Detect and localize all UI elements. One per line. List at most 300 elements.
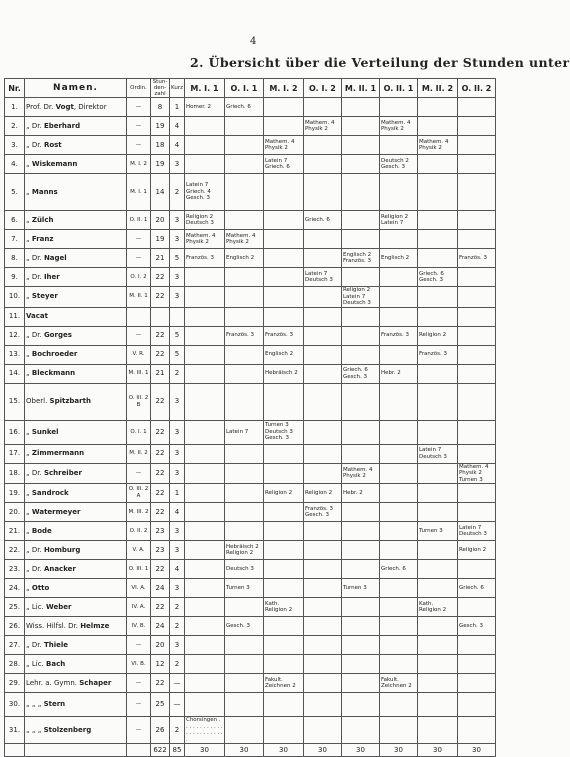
class-cell — [457, 383, 495, 420]
class-cell — [303, 636, 341, 655]
class-cell — [417, 636, 457, 655]
teacher-name — [25, 617, 127, 636]
teacher-name — [25, 136, 127, 155]
class-cell — [263, 503, 303, 522]
name-prefix: „ — [26, 488, 30, 497]
table-row — [5, 268, 496, 287]
class-cell — [224, 693, 263, 717]
teacher-name — [25, 484, 127, 503]
row-number: 12. — [5, 326, 25, 345]
surname: Zülch — [31, 215, 54, 224]
hours: 22 — [151, 420, 170, 444]
class-cell — [303, 345, 341, 364]
name-prefix: „ — [26, 507, 30, 516]
hours: 24 — [151, 617, 170, 636]
class-cell — [224, 174, 263, 211]
class-cell: Griech. 6 — [379, 560, 417, 579]
ordinarius: M. II. 1 — [127, 287, 151, 308]
class-cell — [417, 674, 457, 693]
class-cell — [417, 174, 457, 211]
class-cell — [417, 230, 457, 249]
class-cell — [303, 463, 341, 484]
class-cell — [303, 617, 341, 636]
class-cell — [341, 211, 379, 230]
class-cell — [184, 364, 224, 383]
header-ordin: Ordin. — [127, 79, 151, 98]
surname: Nagel — [43, 253, 67, 262]
class-cell — [457, 136, 495, 155]
class-cell: Deutsch 3 — [224, 560, 263, 579]
class-cell — [417, 211, 457, 230]
class-cell — [379, 136, 417, 155]
class-cell: Religion 2 Latein 7 Deutsch 3 — [341, 287, 379, 308]
class-cell — [457, 717, 495, 744]
teacher-name — [25, 717, 127, 744]
name-prefix: „ Dr. — [26, 272, 42, 281]
ordinarius: IV. B. — [127, 617, 151, 636]
row-number: 16. — [5, 420, 25, 444]
class-cell: Englisch 2 — [379, 249, 417, 268]
class-cell — [303, 655, 341, 674]
surname: Otto — [31, 583, 50, 592]
hours: 22 — [151, 268, 170, 287]
class-cell: Griech. 6 — [303, 211, 341, 230]
table-row — [5, 717, 496, 744]
name-prefix: „ — [26, 583, 30, 592]
class-cell — [341, 230, 379, 249]
class-cell — [224, 674, 263, 693]
ordinarius: O. I. 1 — [127, 420, 151, 444]
class-cell — [341, 503, 379, 522]
kurz: 3 — [170, 579, 185, 598]
kurz: 3 — [170, 463, 185, 484]
table-row — [5, 326, 496, 345]
header-class: O. II. 2 — [457, 79, 495, 98]
class-cell — [263, 174, 303, 211]
class-cell — [457, 230, 495, 249]
class-cell — [184, 617, 224, 636]
total-hours: 622 — [151, 744, 170, 757]
table-row — [5, 444, 496, 463]
hours: 20 — [151, 211, 170, 230]
class-cell — [303, 364, 341, 383]
table-row — [5, 345, 496, 364]
class-cell: Gesch. 3 — [457, 617, 495, 636]
kurz: 3 — [170, 522, 185, 541]
name-prefix: Oberl. — [26, 397, 48, 405]
class-cell — [303, 136, 341, 155]
table-row — [5, 636, 496, 655]
row-number: 26. — [5, 617, 25, 636]
table-row — [5, 383, 496, 420]
table-row — [5, 230, 496, 249]
surname: Spitzbarth — [49, 397, 91, 405]
class-cell — [379, 463, 417, 484]
ordinarius: M. I. 1 — [127, 174, 151, 211]
ordinarius: M. II. 2 — [127, 444, 151, 463]
class-cell: Turnen 3 — [341, 579, 379, 598]
class-cell — [457, 345, 495, 364]
kurz: 3 — [170, 420, 185, 444]
class-cell — [184, 560, 224, 579]
table-row — [5, 117, 496, 136]
table-row — [5, 503, 496, 522]
class-cell — [224, 503, 263, 522]
name-suffix: , Direktor — [73, 102, 107, 111]
class-cell — [224, 717, 263, 744]
class-cell — [341, 655, 379, 674]
class-cell — [457, 503, 495, 522]
surname: Homburg — [43, 545, 81, 554]
class-cell — [303, 307, 341, 326]
class-cell — [263, 693, 303, 717]
teacher-name — [25, 579, 127, 598]
class-cell — [457, 655, 495, 674]
ordinarius: O. III. 2 A — [127, 484, 151, 503]
name-prefix: „ Lic. — [26, 602, 44, 611]
class-cell: Hebr. 2 — [341, 484, 379, 503]
class-cell — [457, 693, 495, 717]
class-cell — [184, 268, 224, 287]
table-row — [5, 560, 496, 579]
class-cell — [224, 364, 263, 383]
class-cell: Latein 7 Deutsch 3 — [457, 522, 495, 541]
class-cell — [263, 541, 303, 560]
class-cell — [303, 522, 341, 541]
hours: 19 — [151, 117, 170, 136]
table-row — [5, 674, 496, 693]
header-kurz: Kurz — [170, 79, 185, 98]
class-cell — [379, 598, 417, 617]
ordinarius: M. I. 2 — [127, 155, 151, 174]
class-cell — [379, 484, 417, 503]
kurz: 3 — [170, 268, 185, 287]
teacher-name — [25, 655, 127, 674]
hours: 22 — [151, 444, 170, 463]
row-number: 27. — [5, 636, 25, 655]
class-cell — [184, 655, 224, 674]
class-cell — [184, 117, 224, 136]
class-cell — [379, 383, 417, 420]
surname: Manns — [31, 187, 58, 196]
surname: Bochroeder — [31, 350, 78, 358]
row-number: 20. — [5, 503, 25, 522]
table-row — [5, 617, 496, 636]
teacher-name — [25, 345, 127, 364]
header-nr: Nr. — [5, 79, 25, 98]
class-cell — [341, 98, 379, 117]
class-cell — [379, 503, 417, 522]
row-number: 11. — [5, 307, 25, 326]
class-cell — [303, 717, 341, 744]
class-cell — [263, 307, 303, 326]
header-class: M. II. 1 — [341, 79, 379, 98]
class-cell: Latein 7 Griech. 6 — [263, 155, 303, 174]
class-cell — [184, 420, 224, 444]
row-number: 25. — [5, 598, 25, 617]
kurz: 3 — [170, 541, 185, 560]
table-row — [5, 541, 496, 560]
ordinarius: — — [127, 636, 151, 655]
surname: Schreiber — [43, 468, 82, 477]
row-number: 19. — [5, 484, 25, 503]
class-cell — [341, 560, 379, 579]
class-cell — [379, 98, 417, 117]
header-class: M. I. 2 — [263, 79, 303, 98]
row-number: 31. — [5, 717, 25, 744]
class-cell: Latein 7 — [224, 420, 263, 444]
table-row — [5, 249, 496, 268]
kurz: 3 — [170, 383, 185, 420]
class-cell: Französ. 3 — [263, 326, 303, 345]
kurz: 2 — [170, 717, 185, 744]
name-prefix: „ Dr. — [26, 140, 42, 149]
name-prefix: „ Dr. — [26, 545, 42, 554]
class-cell — [417, 98, 457, 117]
table-row — [5, 98, 496, 117]
class-cell: Mathem. 4 Physik 2 — [224, 230, 263, 249]
teacher-name — [25, 674, 127, 693]
teacher-name — [25, 522, 127, 541]
teacher-name — [25, 420, 127, 444]
class-cell — [379, 345, 417, 364]
kurz: — — [170, 674, 185, 693]
class-cell — [341, 541, 379, 560]
class-cell: Griech. 6 Gesch. 3 — [417, 268, 457, 287]
class-cell — [379, 420, 417, 444]
class-cell — [184, 541, 224, 560]
teacher-name — [25, 249, 127, 268]
header-class: M. II. 2 — [417, 79, 457, 98]
surname: Rost — [43, 140, 62, 149]
name-prefix: Lehr. a. Gymn. — [26, 678, 77, 687]
ordinarius: — — [127, 249, 151, 268]
class-cell — [303, 230, 341, 249]
class-cell — [457, 155, 495, 174]
class-cell — [379, 693, 417, 717]
hours: 20 — [151, 636, 170, 655]
class-cell — [263, 655, 303, 674]
class-cell: Religion 2 — [457, 541, 495, 560]
teacher-name — [25, 174, 127, 211]
class-cell: Religion 2 Deutsch 3 — [184, 211, 224, 230]
name-prefix: Prof. Dr. — [26, 102, 54, 111]
class-cell — [184, 136, 224, 155]
header-hours: Stundenzahl — [151, 79, 170, 98]
class-cell — [417, 484, 457, 503]
class-cell — [224, 463, 263, 484]
class-cell — [457, 307, 495, 326]
header-class: O. I. 2 — [303, 79, 341, 98]
surname: Schaper — [79, 678, 112, 687]
class-cell — [263, 249, 303, 268]
kurz: 1 — [170, 484, 185, 503]
class-cell — [417, 249, 457, 268]
hours: 22 — [151, 383, 170, 420]
hours: 12 — [151, 655, 170, 674]
class-cell — [224, 268, 263, 287]
class-cell — [184, 345, 224, 364]
class-cell: Hebräisch 2 Religion 2 — [224, 541, 263, 560]
total-class: 30 — [263, 744, 303, 757]
totals-blank — [25, 744, 127, 757]
class-cell — [184, 287, 224, 308]
surname: Zimmermann — [31, 449, 85, 457]
table-row — [5, 693, 496, 717]
table-row — [5, 174, 496, 211]
total-class: 30 — [379, 744, 417, 757]
class-cell — [184, 598, 224, 617]
kurz: 4 — [170, 560, 185, 579]
class-cell — [263, 444, 303, 463]
teacher-name — [25, 230, 127, 249]
class-cell — [417, 463, 457, 484]
surname: Stern — [43, 700, 66, 708]
ordinarius: — — [127, 674, 151, 693]
ordinarius: — — [127, 117, 151, 136]
page-title: 2. Übersicht über die Verteilung der Stunden unter — [190, 55, 570, 70]
class-cell — [303, 579, 341, 598]
kurz: 3 — [170, 211, 185, 230]
name-prefix: Wiss. Hilfsl. Dr. — [26, 621, 78, 630]
totals-row — [5, 744, 496, 757]
class-cell — [417, 503, 457, 522]
class-cell — [341, 136, 379, 155]
class-cell — [341, 174, 379, 211]
class-cell — [263, 560, 303, 579]
kurz: 3 — [170, 444, 185, 463]
class-cell — [224, 484, 263, 503]
class-cell: Deutsch 2 Gesch. 3 — [379, 155, 417, 174]
ordinarius: — — [127, 463, 151, 484]
teacher-name — [25, 326, 127, 345]
class-cell — [263, 287, 303, 308]
ordinarius: M. III. 1 — [127, 364, 151, 383]
class-cell — [224, 655, 263, 674]
class-cell — [224, 598, 263, 617]
class-cell — [341, 674, 379, 693]
ordinarius: VI. A. — [127, 579, 151, 598]
kurz: 4 — [170, 136, 185, 155]
hours: 22 — [151, 598, 170, 617]
teacher-name — [25, 155, 127, 174]
class-cell — [457, 211, 495, 230]
teacher-name — [25, 541, 127, 560]
totals-blank — [5, 744, 25, 757]
row-number: 5. — [5, 174, 25, 211]
row-number: 6. — [5, 211, 25, 230]
totals-blank — [127, 744, 151, 757]
class-cell — [457, 420, 495, 444]
kurz: 3 — [170, 287, 185, 308]
row-number: 4. — [5, 155, 25, 174]
row-number: 2. — [5, 117, 25, 136]
surname: Sandrock — [31, 488, 69, 497]
total-class: 30 — [303, 744, 341, 757]
teacher-name — [25, 268, 127, 287]
kurz: 2 — [170, 655, 185, 674]
class-cell: Chorsingen . . . . . . . . . . . . . . . . . . . . . . . . — [185, 717, 223, 743]
hours: 25 — [151, 693, 170, 717]
name-prefix: „ Dr. — [26, 253, 42, 262]
total-class: 30 — [224, 744, 263, 757]
class-cell: Mathem. 4 Physik 2 — [341, 463, 379, 484]
surname: Bode — [31, 526, 52, 535]
surname: Vogt — [55, 102, 74, 111]
class-cell — [224, 287, 263, 308]
class-cell — [303, 98, 341, 117]
class-cell — [263, 230, 303, 249]
class-cell — [417, 420, 457, 444]
class-cell — [341, 617, 379, 636]
class-cell — [379, 230, 417, 249]
table-row — [5, 598, 496, 617]
row-number: 18. — [5, 463, 25, 484]
class-cell — [417, 364, 457, 383]
surname: Steyer — [31, 292, 58, 301]
class-cell: Griech. 6 — [457, 579, 495, 598]
class-cell — [303, 541, 341, 560]
name-prefix: „ Dr. — [26, 640, 42, 649]
class-cell — [417, 541, 457, 560]
class-cell — [224, 155, 263, 174]
name-prefix: „ — [26, 292, 30, 301]
class-cell — [303, 174, 341, 211]
header-name: Namen. — [25, 79, 127, 98]
name-prefix: „ — [26, 234, 30, 243]
name-prefix: „ „ „ — [26, 700, 42, 708]
class-cell — [224, 345, 263, 364]
header-row — [5, 79, 496, 98]
class-cell: Mathem. 4 Physik 2 Turnen 3 — [457, 463, 495, 484]
name-prefix: „ Dr. — [26, 564, 42, 573]
name-prefix: „ — [26, 427, 30, 436]
ordinarius: IV. A. — [127, 598, 151, 617]
class-cell — [457, 98, 495, 117]
name-prefix: „ Dr. — [26, 121, 42, 130]
hours: 22 — [151, 287, 170, 308]
class-cell — [379, 655, 417, 674]
class-cell — [417, 155, 457, 174]
class-cell — [303, 155, 341, 174]
name-prefix: „ — [26, 526, 30, 535]
class-cell: Mathem. 4 Physik 2 — [263, 136, 303, 155]
surname: Helmze — [80, 621, 110, 630]
class-cell — [417, 617, 457, 636]
class-cell — [417, 717, 457, 744]
class-cell — [184, 674, 224, 693]
hours: 22 — [151, 463, 170, 484]
class-cell — [263, 268, 303, 287]
class-cell: Hebräisch 2 — [263, 364, 303, 383]
header-class: O. I. 1 — [224, 79, 263, 98]
ordinarius: — — [127, 693, 151, 717]
row-number: 17. — [5, 444, 25, 463]
total-class: 30 — [184, 744, 224, 757]
row-number: 14. — [5, 364, 25, 383]
class-cell — [184, 383, 224, 420]
class-cell — [263, 117, 303, 136]
surname: Gorges — [43, 331, 72, 339]
class-cell — [224, 307, 263, 326]
ordinarius: O. II. 2 — [127, 522, 151, 541]
surname: Eberhard — [43, 121, 81, 130]
class-cell — [341, 598, 379, 617]
class-cell — [417, 560, 457, 579]
table-row — [5, 484, 496, 503]
class-cell — [341, 307, 379, 326]
class-cell: Griech. 6 Gesch. 3 — [341, 364, 379, 383]
